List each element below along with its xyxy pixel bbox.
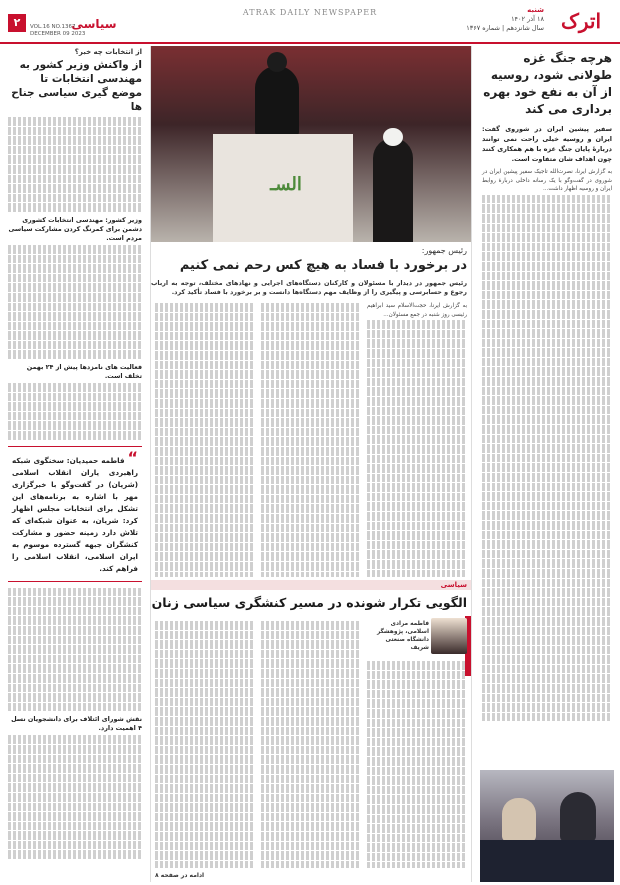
continued-note[interactable]: ادامه در صفحه ۸ (155, 872, 205, 879)
left-subhead-2: فعالیت های نامزدها پیش از ۲۴ بهمن تخلف است. (26, 363, 142, 381)
author-photo (431, 618, 467, 654)
right-body-lines (480, 195, 614, 722)
center-column (150, 46, 472, 882)
right-column (480, 46, 614, 882)
photo-figure-guest (502, 798, 536, 842)
page-header (0, 0, 620, 44)
date-en: DECEMBER 09 2023 (30, 31, 86, 37)
main-body-start: به گزارش ایرنا، حجت‌الاسلام سید ابراهیم رئیسی روز شنبه در جمع مسئولان... (367, 303, 467, 318)
left-subhead-1: وزیر کشور: مهندسی انتخابات کشوری دشمن برای کمرنگ کردن مشارکت سیاسی مردم است. (8, 215, 142, 242)
weekday: شنبه (527, 6, 544, 14)
masthead: ATRAK DAILY NEWSPAPER (242, 8, 378, 17)
leaders-photo (480, 770, 614, 882)
article-body-col2 (259, 620, 363, 868)
pull-quote-text: فاطمه حمیدیان: سخنگوی شبکه راهبردی یاران انقلاب اسلامی (شریان) در گفت‌وگو با خبرگزاری مهر با اشاره به برنامه‌های این تشکل برای انتخابات مجلس اظهار کرد: شریان، به عنوان شبکه‌ای که تلاش دارد زمینه حضور و مشارکت کنشگران جبهه گسترده موسوم به ایران اسلامی، انقلاب اسلامی را فراهم کند. (12, 455, 138, 573)
issue-info: سال شانزدهم | شماره ۱۳۶۷ (466, 24, 544, 32)
section-banner (151, 580, 471, 590)
section-name: سیاسی (71, 17, 117, 31)
newspaper-logo: اترک (560, 9, 602, 33)
left-body-2 (6, 245, 144, 359)
left-column (6, 46, 144, 882)
left-body-5 (6, 735, 144, 859)
left-kicker: از انتخابات چه خبر؟ (74, 48, 142, 56)
page-number: ۲ (8, 14, 26, 32)
article-body-col3 (153, 620, 257, 868)
right-lead: سفیر پیشین ایران در شوروی گفت: ایران و روسیه خیلی راحت نمی توانند دربارهٔ پایان جنگ غزه با هم همکاری کنند چون اهداف شان متفاوت است. (482, 125, 612, 163)
left-headline[interactable]: از واکنش وزیر کشور به مهندسی انتخابات تا موضع گیری سیاسی جناح ها (11, 59, 142, 113)
photo-speaker (255, 66, 299, 136)
right-headline[interactable]: هرچه جنگ غزه طولانی شود، روسیه از آن به نفع خود بهره برداری می کند (483, 51, 612, 116)
right-body: به گزارش ایرنا، نصرت‌الله تاجیک سفیر پیشین ایران در شوروی در گفت‌وگو با یک رسانه داخلی دربارهٔ روابط ایران و روسیه اظهار داشت... (482, 169, 612, 193)
main-body-col1 (365, 302, 469, 577)
photo-seated-cleric (373, 138, 413, 242)
photo-figure-cleric (560, 792, 596, 842)
main-photo (151, 46, 471, 242)
article-body-col1 (365, 660, 469, 868)
quote-mark-icon: “ (127, 447, 138, 467)
vol-no: VOL.16 NO.1367 (30, 24, 76, 30)
volume-info (30, 24, 85, 38)
main-body-col3 (153, 302, 257, 577)
podium-logo: السـ (270, 174, 302, 195)
main-lead: رئیس جمهور در دیدار با مسئولان و کارکنان دستگاه‌های اجرایی و نهادهای مختلف، توجه به ارباب رجوع و حسابرسی و پیگیری را از وظایف مهم دستگاه‌ها دانست و بر برخورد با فساد تأکید کرد. (151, 279, 467, 296)
author-name: فاطمه مرادی اسلامی، پژوهشگر دانشگاه صنعتی شریف (376, 621, 429, 651)
left-body-3 (6, 383, 144, 440)
left-body-1 (6, 117, 144, 212)
photo-foreground (480, 840, 614, 882)
left-body-4 (6, 588, 144, 712)
main-headline[interactable]: در برخورد با فساد به هیچ کس رحم نمی کنیم (179, 258, 467, 273)
article-headline[interactable]: الگویی تکرار شونده در مسیر کنشگری سیاسی زنان (151, 595, 467, 610)
left-subhead-3: نقش شورای ائتلاف برای دانشجویان نسل ۴ اهمیت دارد. (11, 715, 142, 733)
section-banner-label: سیاسی (440, 581, 467, 589)
main-body-col2 (259, 302, 363, 577)
main-kicker: رئیس جمهور: (421, 246, 467, 255)
date-fa: ۱۸ آذر ۱۴۰۲ (511, 15, 544, 23)
issue-date (466, 6, 544, 33)
pull-quote (8, 446, 142, 582)
